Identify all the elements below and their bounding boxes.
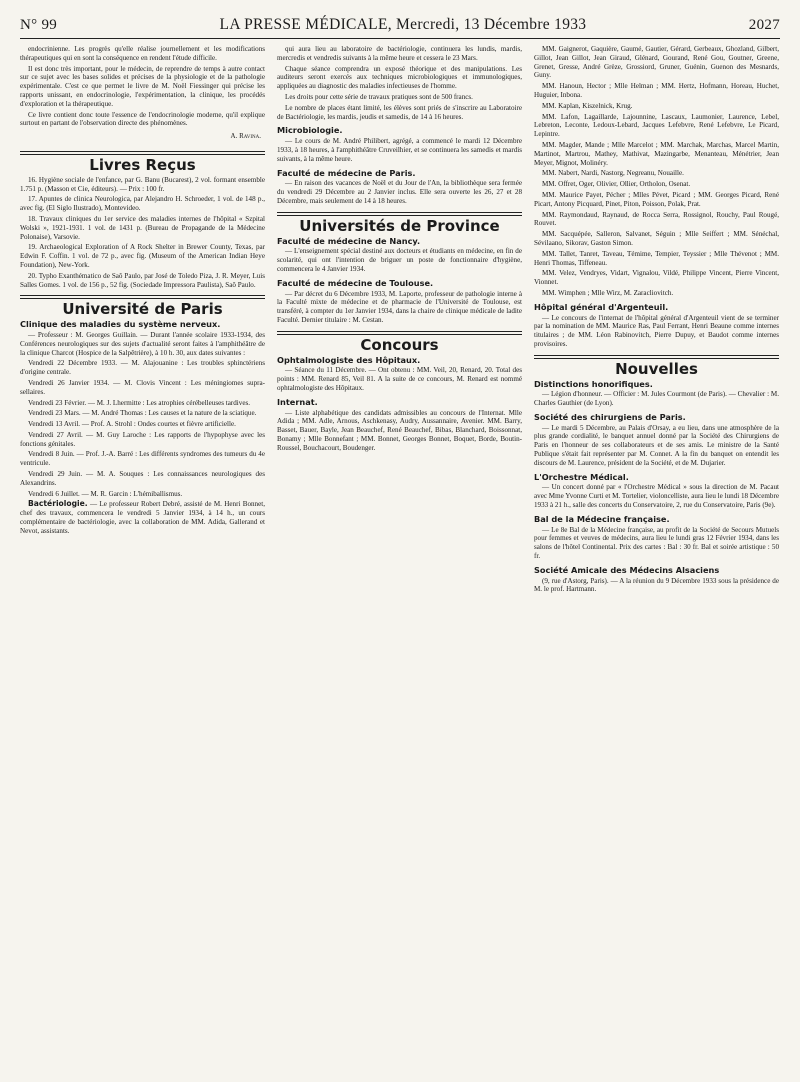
candidate-list: MM. Tallet, Tanret, Taveau, Témime, Tempier, Teyssier ; Mlle Thévenot ; MM. Henri Thomas, Tiffeneau. [534, 249, 779, 267]
review-paragraph: Ce livre contient donc toute l'essence de l'endocrinologie moderne, qu'il explique surtout en partant de l'observation directe des phénomènes. [20, 110, 265, 128]
issue-number: N° 99 [20, 17, 58, 33]
bal-heading: Bal de la Médecine française. [534, 513, 670, 524]
distinctions-text: — Légion d'honneur. — Officier : M. Jules Courmont (de Paris). — Chevalier : M. Charles Gauthier (de Lyon). [534, 390, 779, 408]
section-divider [277, 331, 522, 332]
book-item: 16. Hygiène sociale de l'enfance, par G. Banu (Bucarest), 2 vol. formant ensemble 1.751 p. (Masson et Cie, éditeurs). — Prix : 100 fr. [20, 175, 265, 193]
section-divider [277, 212, 522, 213]
course-paragraph: qui aura lieu au laboratoire de bactériologie, continuera les lundis, mardis, mercredis et vendredis suivants à la même heure et cessera le 23 Mars. [277, 45, 522, 62]
section-title-universite-paris: Université de Paris [62, 300, 223, 319]
column-3 [534, 45, 779, 1079]
section-divider [534, 355, 779, 356]
orchestre-text: — Un concert donné par « l'Orchestre Médical » sous la direction de M. Pacaut avec Mme Yvonne Curti et M. Tortelier, violoncelliste, aura lieu le lundi 18 Décembre 1933 à 21 h., salle des concerts du Conservatoire, 2, rue du Conservatoire, Paris (9e). [534, 483, 779, 510]
page-number: 2027 [748, 17, 780, 33]
masthead-title: LA PRESSE MÉDICALE, Mercredi, 13 Décembre 1933 [219, 16, 587, 33]
bacterio-heading: Bactériologie. [28, 499, 88, 509]
section-title-livres: Livres Reçus [89, 155, 196, 174]
section-title-nouvelles: Nouvelles [615, 359, 698, 378]
conference-item: Vendredi 26 Janvier 1934. — M. Clovis Vincent : Les méningiomes supra-sellaires. [20, 378, 265, 396]
review-paragraph: endocrinienne. Les progrès qu'elle réalise journellement et les modifications thérapeutiques qui en sont la conséquence en rendent l'étude difficile. [20, 45, 265, 62]
conference-item: Vendredi 13 Avril. — Prof. A. Strohl : Ondes courtes et fièvre artificielle. [28, 420, 236, 429]
section-divider [20, 151, 265, 152]
section-divider [20, 298, 265, 299]
conference-item: — Professeur : M. Georges Guillain. — Durant l'année scolaire 1933-1934, des Conférences neurologiques sur des sujets d'actualité seront faites à l'amphithéâtre de la clinique Charcot (Hospice de la Salpêtrière), à 10 h. 30, aux dates suivantes : [20, 330, 265, 357]
nancy-text: — L'enseignement spécial destiné aux docteurs et étudiants en médecine, en fin de scolarité, qui ont l'intention de briguer un poste de fonctionnaire d'hygiène, commencera le 4 Janvier 1934. [277, 247, 522, 273]
conference-item: Vendredi 27 Avril. — M. Guy Laroche : Les rapports de l'hypophyse avec les fonctions génitales. [20, 430, 265, 448]
review-paragraph: Il est donc très important, pour le médecin, de reprendre de temps à autre contact sur ce sujet avec les bases solides et précises de la physiologie et de la pathologie expérimentale. C'est ce que permet le livre de M. Noël Fiessinger qui précise les rapports unissant, en endocrinologie, l'expérimentation, la clinique, les procédés d'exploration et la thérapeutique. [20, 64, 265, 108]
candidate-list: MM. Hanoun, Hector ; Mlle Helman ; MM. Hertz, Hofmann, Horeau, Huchet, Huguier, Inbona. [534, 82, 779, 99]
conference-item: Vendredi 23 Mars. — M. André Thomas : Les causes et la nature de la sciatique. [28, 409, 257, 418]
internat-text: — Liste alphabétique des candidats admissibles au concours de l'Internat. Mlle Adida ; MM. Adle, Arnous, Aschkenasy, Audry, Aussannaire, Avenier. MM. Barry, Basset, Bauer, Bayle, Jean Beauchef, René Beauchef, Bibas, Blanchard, Boissonnat, Bonamy ; Mlle Bonnefant ; MM. Bonnet, Georges Bonnet, Boquet, Borde, Boutin-Roussel, Bouchacourt, Boudenger. [277, 408, 522, 452]
candidate-list: MM. Gaignerot, Gaquière, Gaumé, Gautier, Gérard, Gerbeaux, Ghozland, Gilbert, Gillot, Jean Gillot, Jean Giraud, Glénard, Gourand, René Gou, Goutner, Greene, Grenet, Gresse, André Grèze, Grossiord, Gruner, Guénin, Guenon des Mesnards, Guny. [534, 45, 779, 80]
section-divider [20, 295, 265, 296]
alsaciens-heading: Société Amicale des Médecins Alsaciens [534, 564, 720, 575]
candidate-list: MM. Magder, Mande ; Mlle Marcelot ; MM. Marchak, Marchas, Marcel Martin, Martinot, Martrou, Mathey, Mathivat, Mazingarbe, Menanteau, Ménétrier, Jean Meyer, Mignot, Molinéry. [534, 140, 779, 167]
clinique-heading: Clinique des maladies du système nerveux. [20, 319, 221, 330]
review-signature: A. Ravina. [230, 132, 261, 141]
page-header [20, 0, 780, 39]
chirurgiens-text: — Le mardi 5 Décembre, au Palais d'Orsay, a eu lieu, dans une atmosphère de la plus grande cordialité, le banquet annuel donné par la Société des Chirurgiens de Paris en l'honneur de ses collaborateurs et de ses amis. Le ministre de la Santé Publique s'était fait représenter par M. Connet. A la fin du banquet on entendit les discours de M. Laurence, président de la Société, et de M. Dujarier. [534, 423, 779, 467]
microbio-text: — Le cours de M. André Philibert, agrégé, a commencé le mardi 12 Décembre 1933, à 18 heures, à l'amphithéâtre Cruveilhier, et se continuera les samedis et mardis suivants, à la même heure. [277, 137, 522, 163]
faculte-paris-text: — En raison des vacances de Noël et du Jour de l'An, la bibliothèque sera fermée du vendredi 29 Décembre au 2 Janvier inclus. Elle sera ouverte les 26, 27 et 28 Décembre, mais seulement de 14 à 18 heures. [277, 179, 522, 205]
candidate-list: MM. Lafon, Lagaillarde, Lajounnine, Lascaux, Laumonier, Laurence, Lebel, Lebreton, Leconte, Ledoux-Lebard, Jacques Lefebvre, René Lefebvre, Le Picard, Lepintre. [534, 112, 779, 139]
course-paragraph: Le nombre de places étant limité, les élèves sont priés de s'inscrire au Laboratoire de Bactériologie, les mardis, jeudis et samedis, de 14 à 16 heures. [277, 103, 522, 121]
toulouse-heading: Faculté de médecine de Toulouse. [277, 277, 434, 288]
candidate-list: MM. Raymondaud, Raynaud, de Rocca Serra, Rossignol, Rouchy, Paul Rougé, Rouvet. [534, 210, 779, 228]
conference-item: Vendredi 23 Février. — M. J. Lhermitte : Les atrophies cérébelleuses tardives. [28, 398, 251, 407]
section-title-universites-province: Universités de Province [299, 216, 500, 235]
candidate-list: MM. Offret, Oger, Olivier, Ollier, Ortholon, Osenat. [542, 180, 691, 189]
conference-item: Vendredi 22 Décembre 1933. — M. Alajouanine : Les troubles sphinctériens d'origine centrale. [20, 359, 265, 377]
candidate-list: MM. Sacquépée, Salleron, Salvanet, Séguin ; Mlle Seiffert ; MM. Sénéchal, Sévilaano, Sikorav, Gaston Simon. [534, 230, 779, 247]
chirurgiens-heading: Société des chirurgiens de Paris. [534, 411, 686, 422]
bal-text: — Le 8e Bal de la Médecine française, au profit de la Société de Secours Mutuels pour femmes et veuves de médecins, aura lieu le lundi gras 12 Février 1934, dans les salons de l'hôtel Continental. Prix des cartes : Bal : 30 fr. Bal et soirée artistique : 50 fr. [534, 525, 779, 561]
section-title-concours: Concours [360, 335, 439, 354]
course-paragraph: Les droits pour cette série de travaux pratiques sont de 500 francs. [285, 92, 473, 101]
section-divider [277, 334, 522, 335]
columns [20, 45, 780, 1079]
microbio-heading: Microbiologie. [277, 125, 343, 136]
alsaciens-text: (9, rue d'Astorg, Paris). — A la réunion du 9 Décembre 1933 sous la présidence de M. le prof. Hartmann. [534, 576, 779, 594]
candidate-list: MM. Velez, Vendryes, Vidart, Vignalou, Vildé, Philippe Vincent, Pierre Vincent, Vionnet. [534, 269, 779, 287]
candidate-list: MM. Nabert, Nardi, Nastorg, Negreanu, Nouaille. [542, 169, 684, 178]
candidate-list: MM. Maurice Payet, Pécher ; Mlles Pévet, Picard ; MM. Georges Picard, René Picart, Antony Picquard, Pinet, Piton, Poisson, Polak, Prat. [534, 190, 779, 208]
toulouse-text: — Par décret du 6 Décembre 1933, M. Laporte, professeur de pathologie interne à la Faculté mixte de médecine et de pharmacie de l'Université de Toulouse, est transféré, à compter du 1er Janvier 1934, dans la chaire de clinique médicale de ladite Faculté. Dernier titulaire : M. Cestan. [277, 289, 522, 324]
section-divider [534, 358, 779, 359]
conference-item: Vendredi 6 Juillet. — M. R. Garcin : L'hémiballismus. [28, 489, 183, 498]
candidate-list: MM. Kaplan, Kiszelnick, Krug. [542, 101, 633, 110]
conference-item: Vendredi 29 Juin. — M. A. Souques : Les connaissances neurologiques des Alexandrins. [20, 470, 265, 487]
book-item: 18. Travaux cliniques du 1er service des maladies internes de l'hôpital « Szpital Wolski », 1921-1931. 1 vol. de 1431 p. (Bureau de Propagande de la Médecine Polonaise), Varsovie. [20, 214, 265, 241]
candidate-list: MM. Wimphen ; Mlle Wirz, M. Zaracliovitch. [542, 288, 674, 297]
ophtalmo-text: — Séance du 11 Décembre. — Ont obtenu : MM. Veil, 20, Renard, 20. Total des points : MM. Renard 85, Veil 81. A la suite de ce concours, M. Renard est nommé ophtalmologiste des Hôpitaux. [277, 366, 522, 392]
argenteuil-heading: Hôpital général d'Argenteuil. [534, 301, 669, 312]
column-1 [20, 45, 265, 1079]
course-paragraph: Chaque séance comprendra un exposé théorique et des manipulations. Les auditeurs seront exercés aux techniques microbiologiques et immunologiques, appliquées au diagnostic des maladies infectieuses de l'homme. [277, 64, 522, 91]
bacterio-notice [20, 500, 265, 535]
faculte-paris-heading: Faculté de médecine de Paris. [277, 167, 416, 178]
argenteuil-text: — Le concours de l'internat de l'hôpital général d'Argenteuil vient de se terminer par la nomination de MM. Maurice Ras, Paul Ferrant, Henri Beaune comme internes titulaires ; de MM. Léon Rabinovitch, Pierre Dupuy, et Baudot comme internes provisoires. [534, 313, 779, 348]
bacterio-text: — Le professeur Robert Debré, assisté de M. Henri Bonnet, chef des travaux, commencera le vendredi 5 Janvier 1934, à 14 h., un cours complémentaire de bactériologie, avec la collaboration de MM. Adida, Gallerand et Nevot, assistants. [20, 500, 265, 535]
book-item: 20. Typho Exanthématico de Saô Paulo, par José de Toledo Piza, J. R. Meyer, Luis Salles Gomes. 1 vol. de 156 p., 52 fig. (Sociedade Impressora Paulista), Saô Paulo. [20, 271, 265, 289]
nancy-heading: Faculté de médecine de Nancy. [277, 235, 421, 246]
ophtalmo-heading: Ophtalmologiste des Hôpitaux. [277, 354, 421, 365]
internat-heading: Internat. [277, 396, 318, 407]
book-item: 17. Apuntes de clinica Neurologica, par Alejandro H. Schroeder, 1 vol. de 148 p., avec fig. (El Siglo Ilustrado), Montevideo. [20, 195, 265, 213]
distinctions-heading: Distinctions honorifiques. [534, 378, 653, 389]
section-divider [20, 154, 265, 155]
column-2 [277, 45, 522, 1079]
conference-item: Vendredi 8 Juin. — Prof. J.-A. Barré : Les différents syndromes des tumeurs du 4e ventricule. [20, 450, 265, 468]
section-divider [277, 215, 522, 216]
orchestre-heading: L'Orchestre Médical. [534, 471, 629, 482]
book-item: 19. Archaeological Exploration of A Rock Shelter in Brewer County, Texas, par Edwin F. Coffin. 1 vol. de 72 p., avec fig. (Museum of the American Indian Heye Foundation), New-York. [20, 243, 265, 269]
